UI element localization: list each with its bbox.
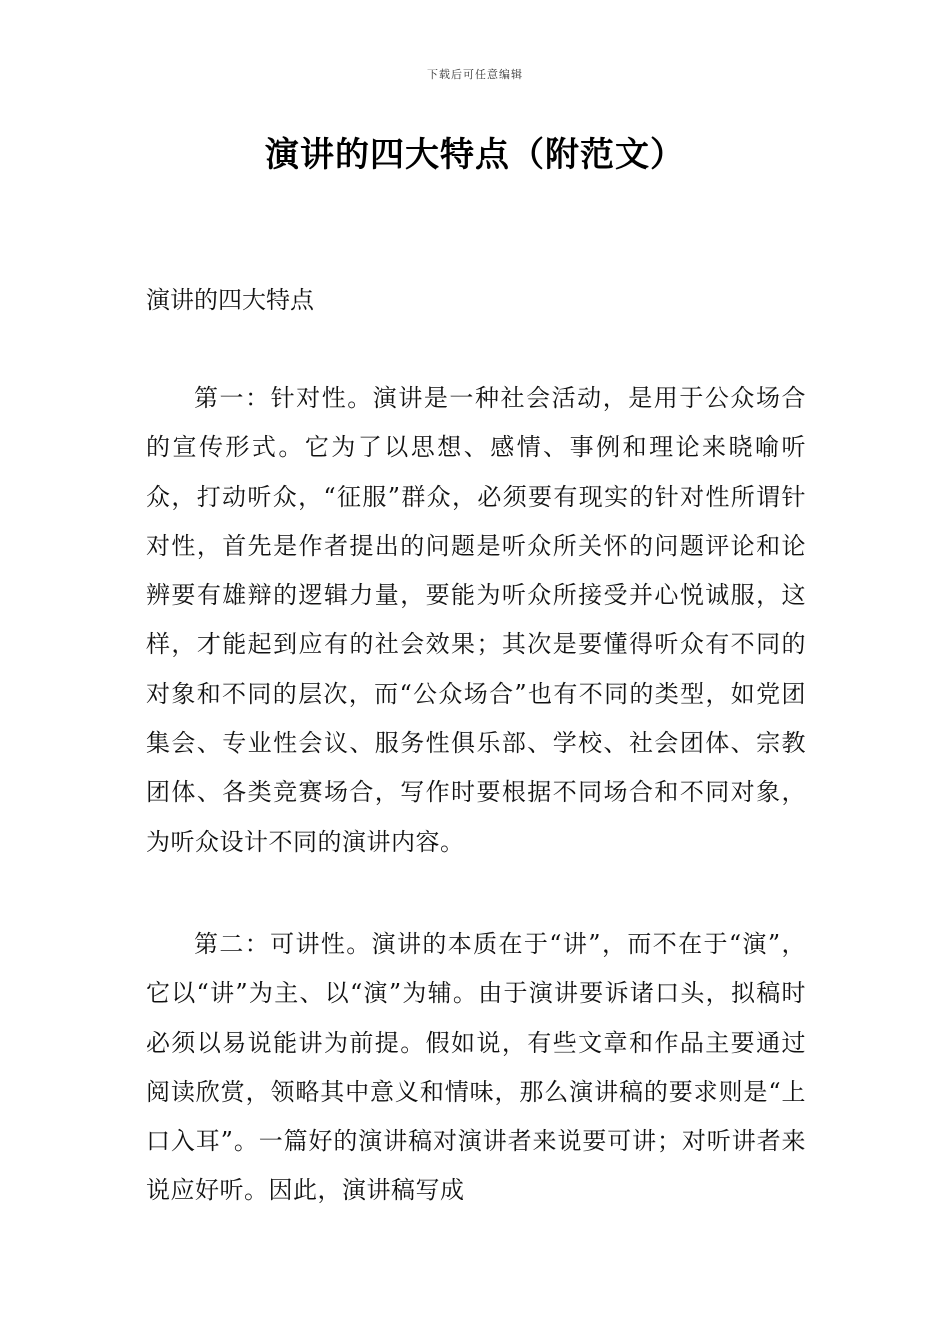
section-heading: 演讲的四大特点 xyxy=(146,286,314,314)
document-title: 演讲的四大特点（附范文） xyxy=(265,135,685,175)
paragraph-targeting: 第一：针对性。演讲是一种社会活动，是用于公众场合的宣传形式。它为了以思想、感情、事例和理论来晓喻听众，打动听众，“征服”群众，必须要有现实的针对性所谓针对性，首先是作者提出的问题是听众所关怀的问题评论和论辨要有雄辩的逻辑力量，要能为听众所接受并心悦诚服，这样，才能起到应有的社会效果；其次是要懂得听众有不同的对象和不同的层次，而“公众场合”也有不同的类型，如党团集会、专业性会议、服务性俱乐部、学校、社会团体、宗教团体、各类竞赛场合，写作时要根据不同场合和不同对象，为听众设计不同的演讲内容。 xyxy=(146,384,806,856)
header-note: 下载后可任意编辑 xyxy=(427,68,523,81)
paragraph-speakability: 第二：可讲性。演讲的本质在于“讲”，而不在于“演”，它以“讲”为主、以“演”为辅。由于演讲要诉诸口头，拟稿时必须以易说能讲为前提。假如说，有些文章和作品主要通过阅读欣赏，领略其中意义和情味，那么演讲稿的要求则是“上口入耳”。一篇好的演讲稿对演讲者来说要可讲；对听讲者来说应好听。因此，演讲稿写成 xyxy=(146,930,806,1205)
